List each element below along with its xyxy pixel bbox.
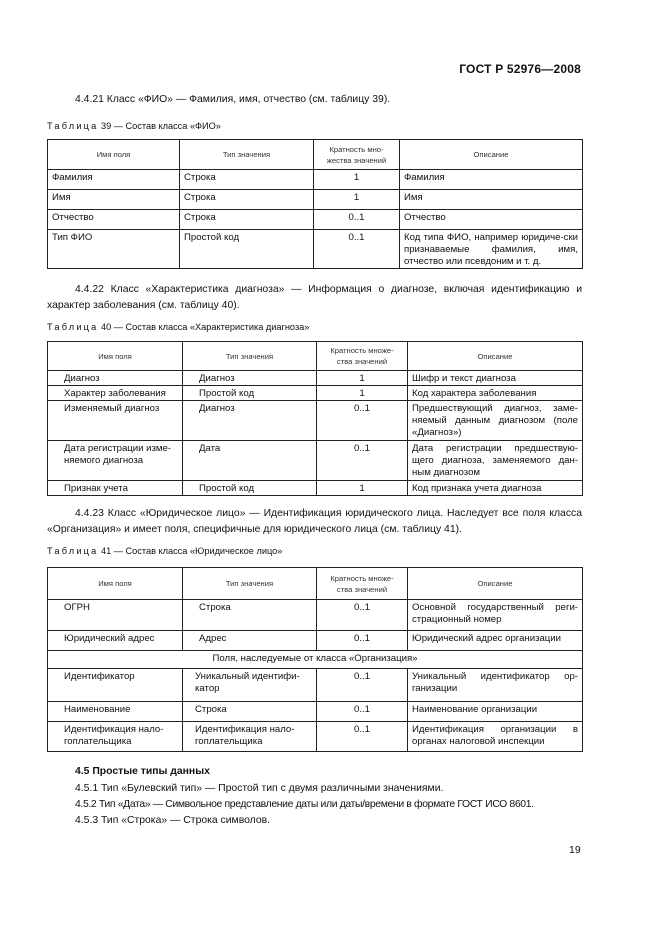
table-39-body [48, 170, 583, 269]
table-row [48, 722, 583, 752]
table-cell: Идентификатор [48, 669, 183, 702]
column-header: Описание [408, 342, 583, 371]
table-cell: 0..1 [317, 631, 408, 651]
table-cell: Фамилия [400, 170, 583, 190]
table-cell: 1 [314, 190, 400, 210]
table-cell: Фамилия [48, 170, 180, 190]
table-41-caption [47, 546, 282, 556]
table-cell: 0..1 [317, 441, 408, 481]
column-header: Кратность множе-ства значений [317, 568, 408, 600]
table-cell: Диагноз [183, 401, 317, 441]
column-header: Имя поля [48, 568, 183, 600]
table-row [48, 401, 583, 441]
table-cell: Строка [183, 600, 317, 631]
table-row [48, 386, 583, 401]
table-cell: Идентификация организации в органах налоговой инспекции [408, 722, 583, 752]
section-4-5-1: 4.5.1 Тип «Булевский тип» — Простой тип с двумя различными значениями. [75, 783, 444, 794]
inherited-fields-label: Поля, наследуемые от класса «Организация» [48, 651, 583, 669]
table-cell: Уникальный идентифи-катор [183, 669, 317, 702]
table-41-header [48, 568, 583, 600]
table-row [48, 210, 583, 230]
column-header: Тип значения [183, 568, 317, 600]
caption-text: 41 — Состав класса «Юридическое лицо» [101, 546, 283, 556]
table-cell: 0..1 [317, 722, 408, 752]
table-40-header [48, 342, 583, 371]
table-cell: Адрес [183, 631, 317, 651]
table-cell: Простой код [183, 386, 317, 401]
table-cell: Дата регистрации изме-няемого диагноза [48, 441, 183, 481]
table-cell: 1 [317, 371, 408, 386]
table-cell: Строка [183, 702, 317, 722]
table-cell: 0..1 [317, 702, 408, 722]
page-number: 19 [569, 844, 581, 856]
section-4-4-22: 4.4.22 Класс «Характеристика диагноза» — Информация о диагнозе, включая идентификацию и характер заболевания (см. таблицу 40). [47, 284, 582, 311]
table-40-caption [47, 322, 309, 332]
table-row [48, 190, 583, 210]
table-cell: Идентификация нало-гоплательщика [48, 722, 183, 752]
table-39 [47, 139, 583, 269]
table-row [48, 170, 583, 190]
table-cell: Уникальный идентификатор ор-ганизации [408, 669, 583, 702]
table-cell: 0..1 [314, 230, 400, 269]
table-cell: Наименование [48, 702, 183, 722]
table-row [48, 441, 583, 481]
table-cell: Простой код [183, 481, 317, 496]
section-4-4-23: 4.4.23 Класс «Юридическое лицо» — Идентификация юридического лица. Наследует все поля класса «Организация» и имеет поля, специфичные для юридического лица (см. таблицу 41). [47, 508, 582, 535]
table-cell: Предшествующий диагноз, заме-няемый данным диагнозом (поле «Диагноз») [408, 401, 583, 441]
table-row [48, 230, 583, 269]
table-row [48, 481, 583, 496]
column-header: Описание [408, 568, 583, 600]
section-4-5-3: 4.5.3 Тип «Строка» — Строка символов. [75, 815, 271, 826]
table-cell: Код характера заболевания [408, 386, 583, 401]
table-39-caption [47, 121, 221, 131]
table-cell: Дата регистрации предшествую-щего диагноза, заменяемого дан-ным диагнозом [408, 441, 583, 481]
table-cell: Характер заболевания [48, 386, 183, 401]
table-41-body [48, 600, 583, 752]
caption-text: 39 — Состав класса «ФИО» [101, 121, 221, 131]
table-cell: 1 [317, 481, 408, 496]
column-header: Кратность множе-ства значений [317, 342, 408, 371]
column-header: Имя поля [48, 342, 183, 371]
table-cell: Идентификация нало-гоплательщика [183, 722, 317, 752]
table-cell: Изменяемый диагноз [48, 401, 183, 441]
table-cell: Простой код [180, 230, 314, 269]
table-cell: Дата [183, 441, 317, 481]
table-cell: 1 [317, 386, 408, 401]
table-row [48, 702, 583, 722]
table-cell: Имя [48, 190, 180, 210]
section-4-5-2: 4.5.2 Тип «Дата» — Символьное представление даты или даты/времени в формате ГОСТ ИСО 8601. [75, 799, 534, 810]
table-cell: Диагноз [183, 371, 317, 386]
caption-text: 40 — Состав класса «Характеристика диагноза» [101, 322, 310, 332]
table-cell: Строка [180, 210, 314, 230]
table-row [48, 669, 583, 702]
table-40 [47, 341, 583, 496]
column-header: Кратность мно-жества значений [314, 140, 400, 170]
inherited-fields-row [48, 651, 583, 669]
caption-word: Таблица [47, 121, 99, 131]
table-cell: Строка [180, 170, 314, 190]
section-4-4-21: 4.4.21 Класс «ФИО» — Фамилия, имя, отчество (см. таблицу 39). [75, 94, 391, 105]
document-header: ГОСТ Р 52976—2008 [459, 62, 581, 76]
column-header: Тип значения [183, 342, 317, 371]
table-40-body [48, 371, 583, 496]
table-row [48, 631, 583, 651]
table-cell: Юридический адрес организации [408, 631, 583, 651]
table-cell: 1 [314, 170, 400, 190]
table-cell: Имя [400, 190, 583, 210]
table-cell: Строка [180, 190, 314, 210]
table-cell: 0..1 [317, 669, 408, 702]
section-4-5-title: 4.5 Простые типы данных [75, 766, 210, 777]
table-cell: Код типа ФИО, например юридиче-ски признаваемые фамилия, имя, отчество или псевдоним и т. д. [400, 230, 583, 269]
column-header: Имя поля [48, 140, 180, 170]
table-cell: Код признака учета диагноза [408, 481, 583, 496]
table-cell: 0..1 [317, 600, 408, 631]
table-cell: Отчество [400, 210, 583, 230]
table-cell: Основной государственный реги-страционный номер [408, 600, 583, 631]
table-cell: 0..1 [317, 401, 408, 441]
table-cell: ОГРН [48, 600, 183, 631]
table-39-header [48, 140, 583, 170]
table-cell: Шифр и текст диагноза [408, 371, 583, 386]
table-cell: Юридический адрес [48, 631, 183, 651]
caption-word: Таблица [47, 546, 99, 556]
caption-word: Таблица [47, 322, 99, 332]
table-cell: Диагноз [48, 371, 183, 386]
table-cell: Отчество [48, 210, 180, 230]
table-cell: Наименование организации [408, 702, 583, 722]
table-cell: Тип ФИО [48, 230, 180, 269]
column-header: Тип значения [180, 140, 314, 170]
table-cell: Признак учета [48, 481, 183, 496]
column-header: Описание [400, 140, 583, 170]
table-41 [47, 567, 583, 752]
table-row [48, 371, 583, 386]
table-row [48, 600, 583, 631]
table-cell: 0..1 [314, 210, 400, 230]
